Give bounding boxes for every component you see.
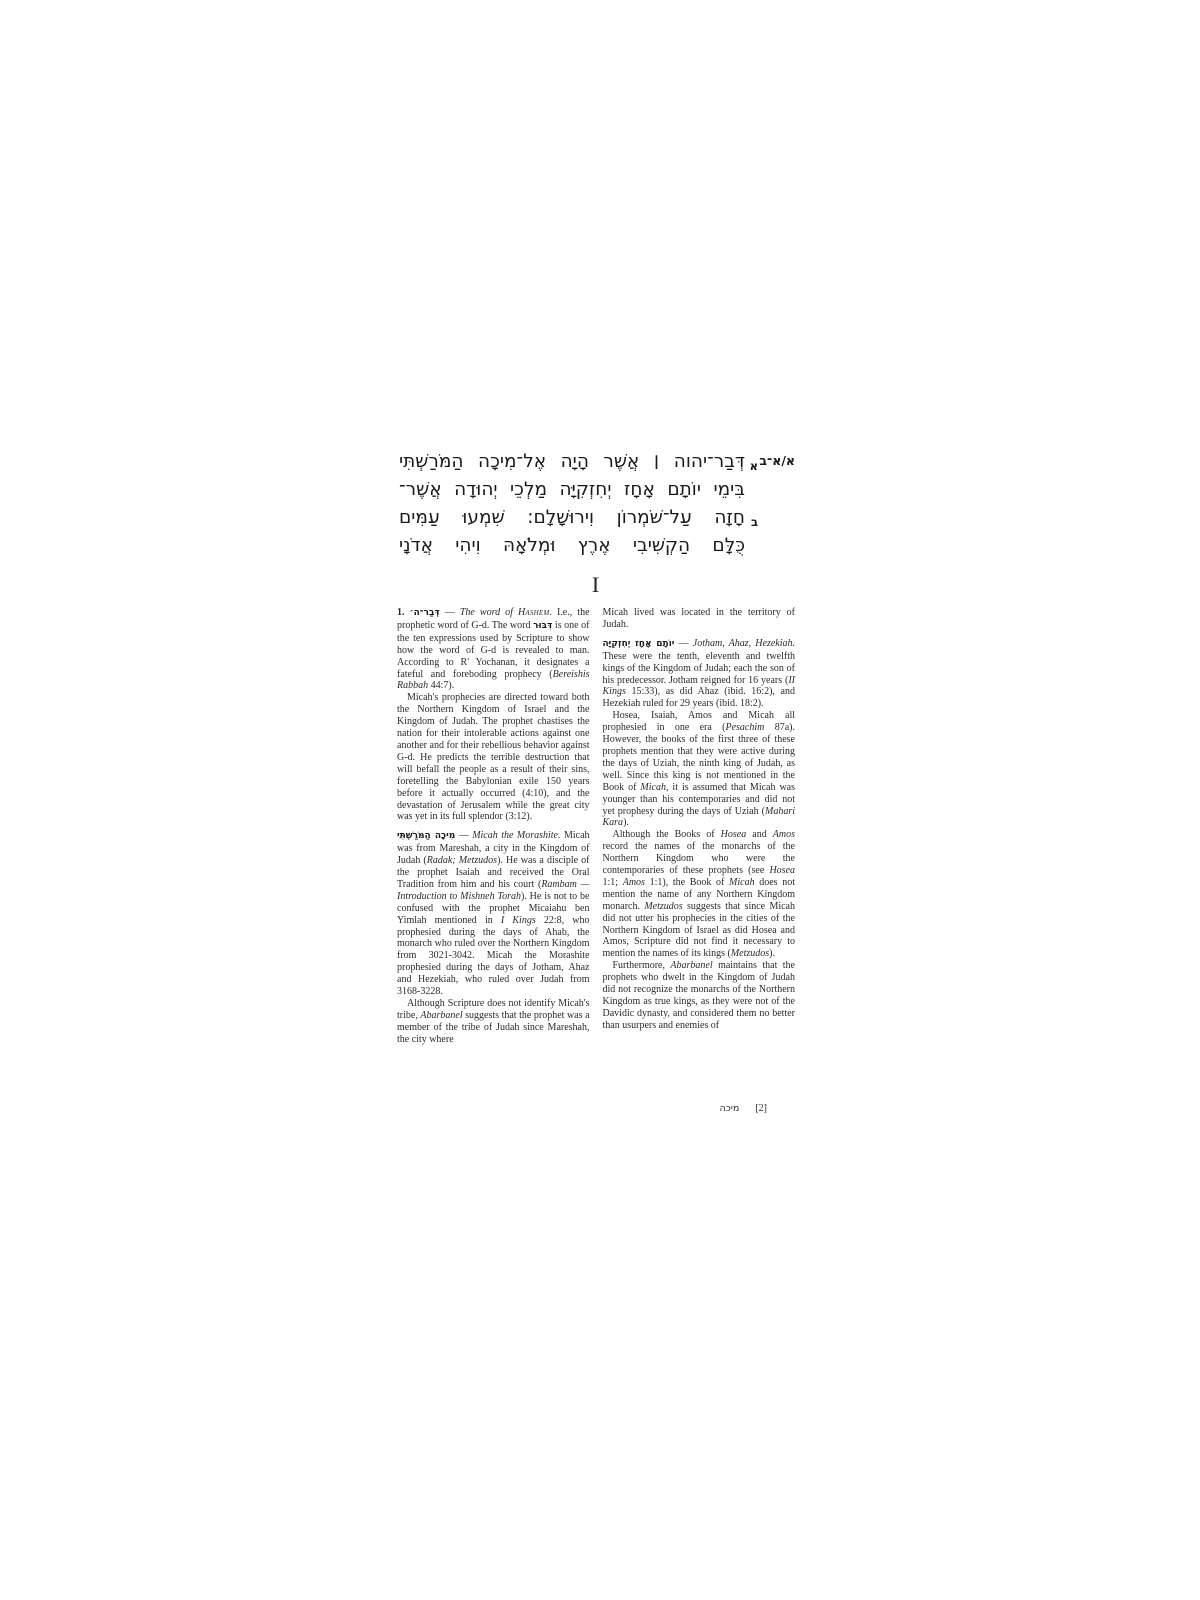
commentary-text: 87a). However, the books of the first three of these prophets mention that they were active during the days of Uziah, the ninth king of Judah, as well. Since this king is not mentioned in the Book of: [602, 722, 795, 793]
commentary-text: Hashem: [518, 607, 550, 618]
footer-page-number: [2]: [755, 1103, 767, 1114]
commentary-paragraph: [397, 692, 590, 823]
commentary-text: II Kings: [602, 674, 795, 698]
commentary-text: —: [439, 607, 460, 618]
commentary-text: suggests that the prophet was a member of the tribe of Judah since Mareshah, the city where: [397, 1009, 590, 1045]
commentary-text: Micah: [640, 781, 666, 793]
commentary-text: Amos: [772, 829, 795, 841]
commentary-text: Jotham, Ahaz, Hezekiah.: [692, 637, 796, 649]
commentary-text: Furthermore,: [612, 960, 671, 972]
hebrew-verse-line: [399, 504, 758, 532]
hebrew-verse-line: [399, 476, 745, 504]
commentary-text: Metzudos: [644, 900, 683, 912]
commentary-text: I Kings: [500, 914, 536, 926]
commentary-paragraph: [603, 638, 796, 710]
commentary-section: [397, 607, 795, 1046]
commentary-paragraph: [397, 830, 590, 998]
commentary-text: The word of: [459, 607, 519, 618]
commentary-text: ).: [623, 817, 629, 829]
commentary-paragraph: [603, 960, 796, 1031]
commentary-text: Micah was from Mareshah, a city in the Kingdom of Judah (: [397, 830, 590, 867]
commentary-column-left: [397, 607, 590, 1046]
page-footer: [720, 1103, 767, 1114]
commentary-text: Although Scripture does not identify Micah's tribe,: [397, 998, 590, 1021]
commentary-text: and: [746, 829, 773, 841]
commentary-text: Rambam — Introduction to Mishneh Torah: [397, 878, 590, 902]
commentary-text: Abarbanel: [420, 1009, 463, 1021]
commentary-text: ).: [769, 948, 776, 960]
commentary-text: Abarbanel: [670, 960, 713, 972]
commentary-text: maintains that the prophets who dwelt in the Kingdom of Judah did not recognize the monarchs of the Northern Kingdom as true kings, as they were not of the Davidic dynasty, and considered them no better than usurpers and enemies of: [602, 960, 795, 1031]
verse-number-letter: ב: [750, 515, 758, 529]
hebrew-verse-block: [399, 448, 795, 560]
commentary-text: —: [455, 830, 473, 842]
commentary-text: Bereishis Rabbah: [397, 668, 590, 692]
commentary-text: record the names of the monarchs of the Northern Kingdom who were the contemporaries of these prophets (see: [602, 841, 795, 877]
commentary-text: Pesachim: [725, 722, 765, 734]
commentary-text: Metzudos: [730, 948, 770, 960]
commentary-text: Radak; Metzudos: [426, 855, 498, 867]
commentary-text: 1:1), the Book of: [644, 876, 730, 888]
hebrew-verse-line: [399, 532, 745, 560]
commentary-text: Hosea: [769, 865, 795, 877]
commentary-text: ). He is not to be confused with the prophet Micaiahu ben Yimlah mentioned in: [397, 890, 590, 926]
commentary-text: 44:7).: [428, 680, 455, 692]
commentary-text: Micah lived was located in the territory of Judah.: [602, 607, 795, 630]
commentary-text: . I.e., the prophetic word of G-d. The word: [397, 607, 590, 631]
commentary-text: 15:33), as did Ahaz (ibid. 16:2), and Hezekiah ruled for 29 years (ibid. 18:2).: [602, 686, 795, 710]
commentary-text: Micah the Morashite.: [472, 830, 561, 842]
chapter-numeral: I: [591, 572, 601, 597]
hebrew-verse-line: [399, 448, 758, 476]
commentary-text: Amos: [622, 876, 645, 888]
verse-number-letter: א: [749, 459, 758, 473]
commentary-text: Hosea, Isaiah, Amos and Micah all prophesied in one era (: [602, 710, 795, 734]
commentary-text: is one of the ten expressions used by Scripture to show how the word of G-d is revealed to man. According to R' Yochanan, it designates a fateful and foreboding prophecy (: [397, 619, 590, 680]
commentary-text: Hosea: [720, 829, 747, 841]
hebrew-headword: יוֹתָם אָחָז יְחִזְקִיָּה: [602, 638, 675, 649]
commentary-text: Micah: [729, 876, 755, 888]
hebrew-headword: דְּבַר־ה׳: [409, 608, 440, 618]
commentary-paragraph: [603, 710, 796, 829]
hebrew-verse-text: חָזָה עַל־שֹׁמְרוֹן וִירוּשָׁלָם: שִׁמְעוּ עַמִּים: [399, 507, 745, 528]
commentary-text: —: [674, 637, 693, 649]
chapter-verse-margin-ref: א/א־ב: [759, 453, 795, 468]
commentary-text: suggests that since Micah did not utter his prophecies in the cities of the Northern Kingdom of Israel as did Hosea and Amos, Scripture did not find it necessary to mention the names of its kings (: [602, 900, 795, 960]
commentary-text: , it is assumed that Micah was younger than his contemporaries and did not yet prophesy during the days of Uziah (: [602, 781, 795, 817]
hebrew-verse-text: כֻּלָּם הַקְשִׁיבִי אֶרֶץ וּמְלֹאָהּ וִיהִי אֲדֹנָי: [399, 535, 745, 556]
commentary-text: 22:8, who prophesied during the days of Ahab, the monarch who ruled over the Northern Kingdom from 3021-3042. Micah the Morashite prophesied during the days of Jotham, Ahaz and Hezekiah, who ruled over Judah from 3168-3228.: [397, 914, 590, 998]
commentary-text: does not mention the name of any Northern Kingdom monarch.: [602, 876, 796, 912]
commentary-paragraph: [397, 607, 590, 692]
commentary-paragraph: [603, 607, 796, 631]
commentary-text: Micah's prophecies are directed toward both the Northern Kingdom of Israel and the Kingdom of Judah. The prophet chastises the nation for their intolerable actions against one another and for their rebellious behavior against G-d. He predicts the terrible destruction that will befall the people as a result of their sins, foretelling the Babylonian exile 150 years before it actually occurred (4:10), and the devastation of Jerusalem while the great city was yet in its full splendor (3:12).: [397, 692, 590, 823]
hebrew-verse-lines: [399, 448, 758, 560]
hebrew-headword: דִּבּוּר: [533, 620, 553, 631]
commentary-text: Although the Books of: [612, 829, 721, 841]
commentary-paragraph: [397, 998, 590, 1046]
commentary-text: 1:1;: [602, 876, 623, 888]
commentary-text: Mahari Kara: [602, 805, 795, 829]
hebrew-verse-text: בִּימֵי יוֹתָם אָחָז יְחִזְקִיָּה מַלְכֵי יְהוּדָה אֲשֶׁר־: [399, 479, 745, 500]
commentary-text: 1.: [397, 607, 410, 618]
book-page: [397, 448, 795, 1138]
hebrew-headword: מִיכָה הַמֹּרַשְׁתִּי: [397, 831, 456, 842]
hebrew-verse-text: דְּבַר־יהוה ׀ אֲשֶׁר הָיָה אֶל־מִיכָה הַמֹּרַשְׁתִּי: [399, 451, 745, 472]
commentary-text: ). He was a disciple of the prophet Isaiah and received the Oral Tradition from him and his court (: [397, 855, 590, 890]
commentary-paragraph: [603, 829, 796, 960]
commentary-text: These were the tenth, eleventh and twelfth kings of the Kingdom of Judah; each the son of his predecessor. Jotham reigned for 16 years (: [602, 650, 795, 686]
commentary-column-right: [603, 607, 796, 1046]
footer-book-name: מיכה: [719, 1103, 740, 1114]
